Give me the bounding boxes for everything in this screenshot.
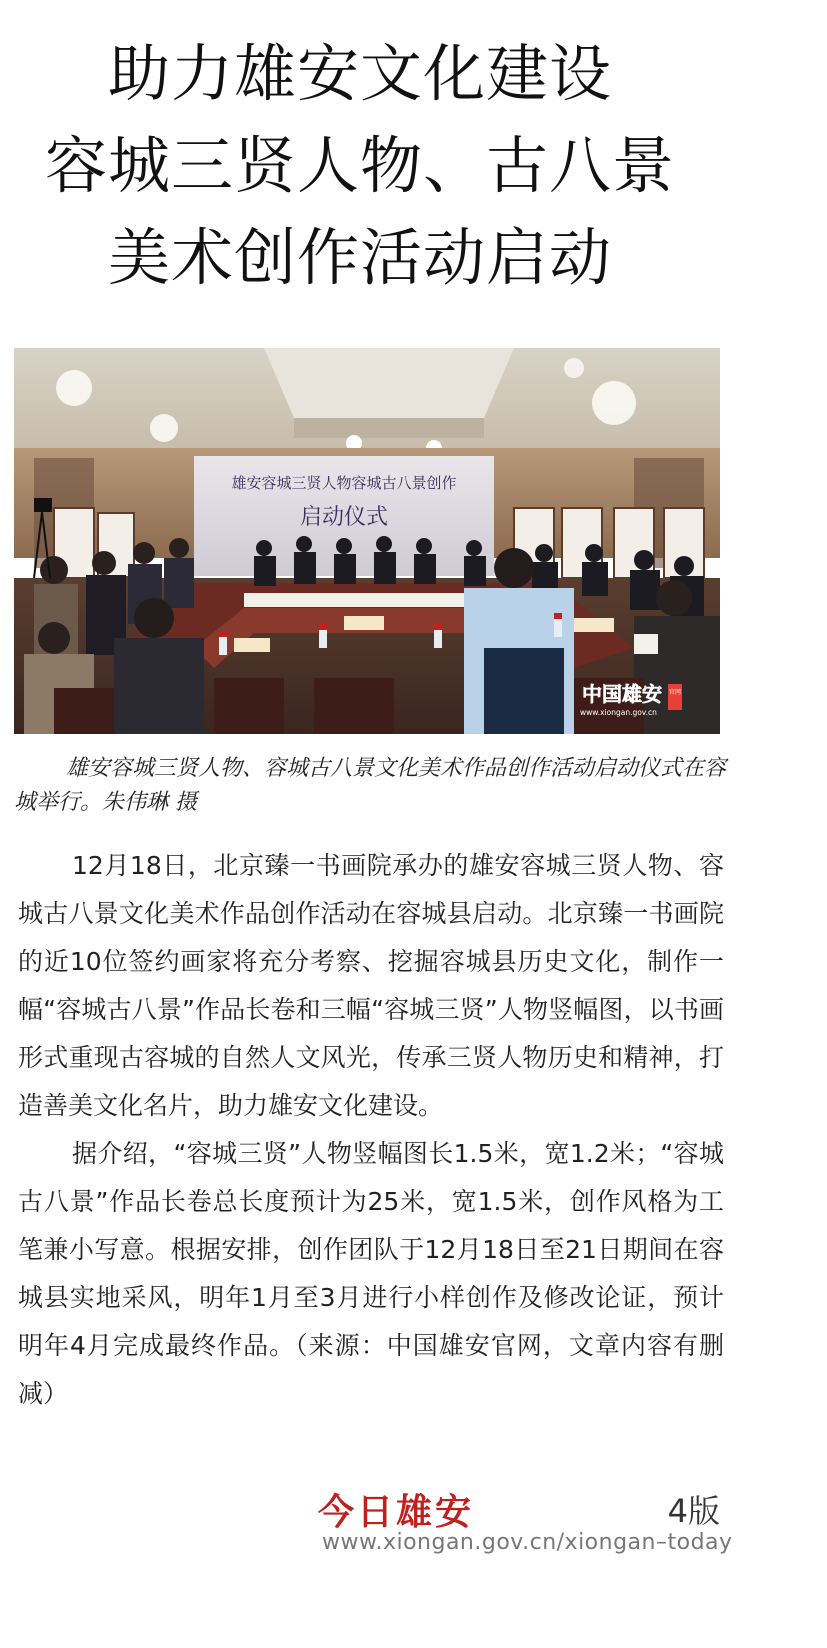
news-photo [14, 348, 720, 734]
caption-text: 雄安容城三贤人物、容城古八景文化美术作品创作活动启动仪式在容城举行。朱伟琳 摄 [14, 756, 727, 815]
article-paragraph-2: 据介绍，“容城三贤”人物竖幅图长1.5米，宽1.2米；“容城古八景”作品长卷总长度预计为25米，宽1.5米，创作风格为工笔兼小写意。根据安排，创作团队于12月18日至21日期间在容城县实地采风，明年1月至3月进行小样创作及修改论证，预计明年4月完成最终作品。（来源：中国雄安官网，文章内容有删减） [18, 1139, 724, 1408]
photo-caption [14, 752, 734, 820]
page-headline [0, 28, 720, 304]
watermark-badge: 官网 [668, 689, 682, 696]
photo-banner-subtitle: 启动仪式 [299, 505, 389, 530]
photo-banner-title: 雄安容城三贤人物容城古八景创作 [231, 474, 457, 492]
watermark-logo: 中国雄安 [582, 682, 662, 706]
headline-line-2: 容城三贤人物、古八景 [44, 129, 675, 202]
footer-url: www.xiongan.gov.cn/xiongan–today [322, 1530, 733, 1555]
headline-line-1: 助力雄安文化建设 [107, 37, 612, 110]
headline-line-3: 美术创作活动启动 [107, 221, 612, 294]
article-paragraph-1: 12月18日，北京臻一书画院承办的雄安容城三贤人物、容城古八景文化美术作品创作活动在容城县启动。北京臻一书画院的近10位签约画家将充分考察、挖掘容城县历史文化，制作一幅“容城古八景”作品长卷和三幅“容城三贤”人物竖幅图，以书画形式重现古容城的自然人文风光，传承三贤人物历史和精神，打造善美文化名片，助力雄安文化建设。 [18, 851, 724, 1120]
article-body [18, 842, 724, 1418]
watermark-url: www.xiongan.gov.cn [580, 708, 657, 717]
page-edition-number: 4版 [667, 1492, 720, 1530]
newspaper-brand-logo: 今日雄安 [318, 1491, 475, 1533]
